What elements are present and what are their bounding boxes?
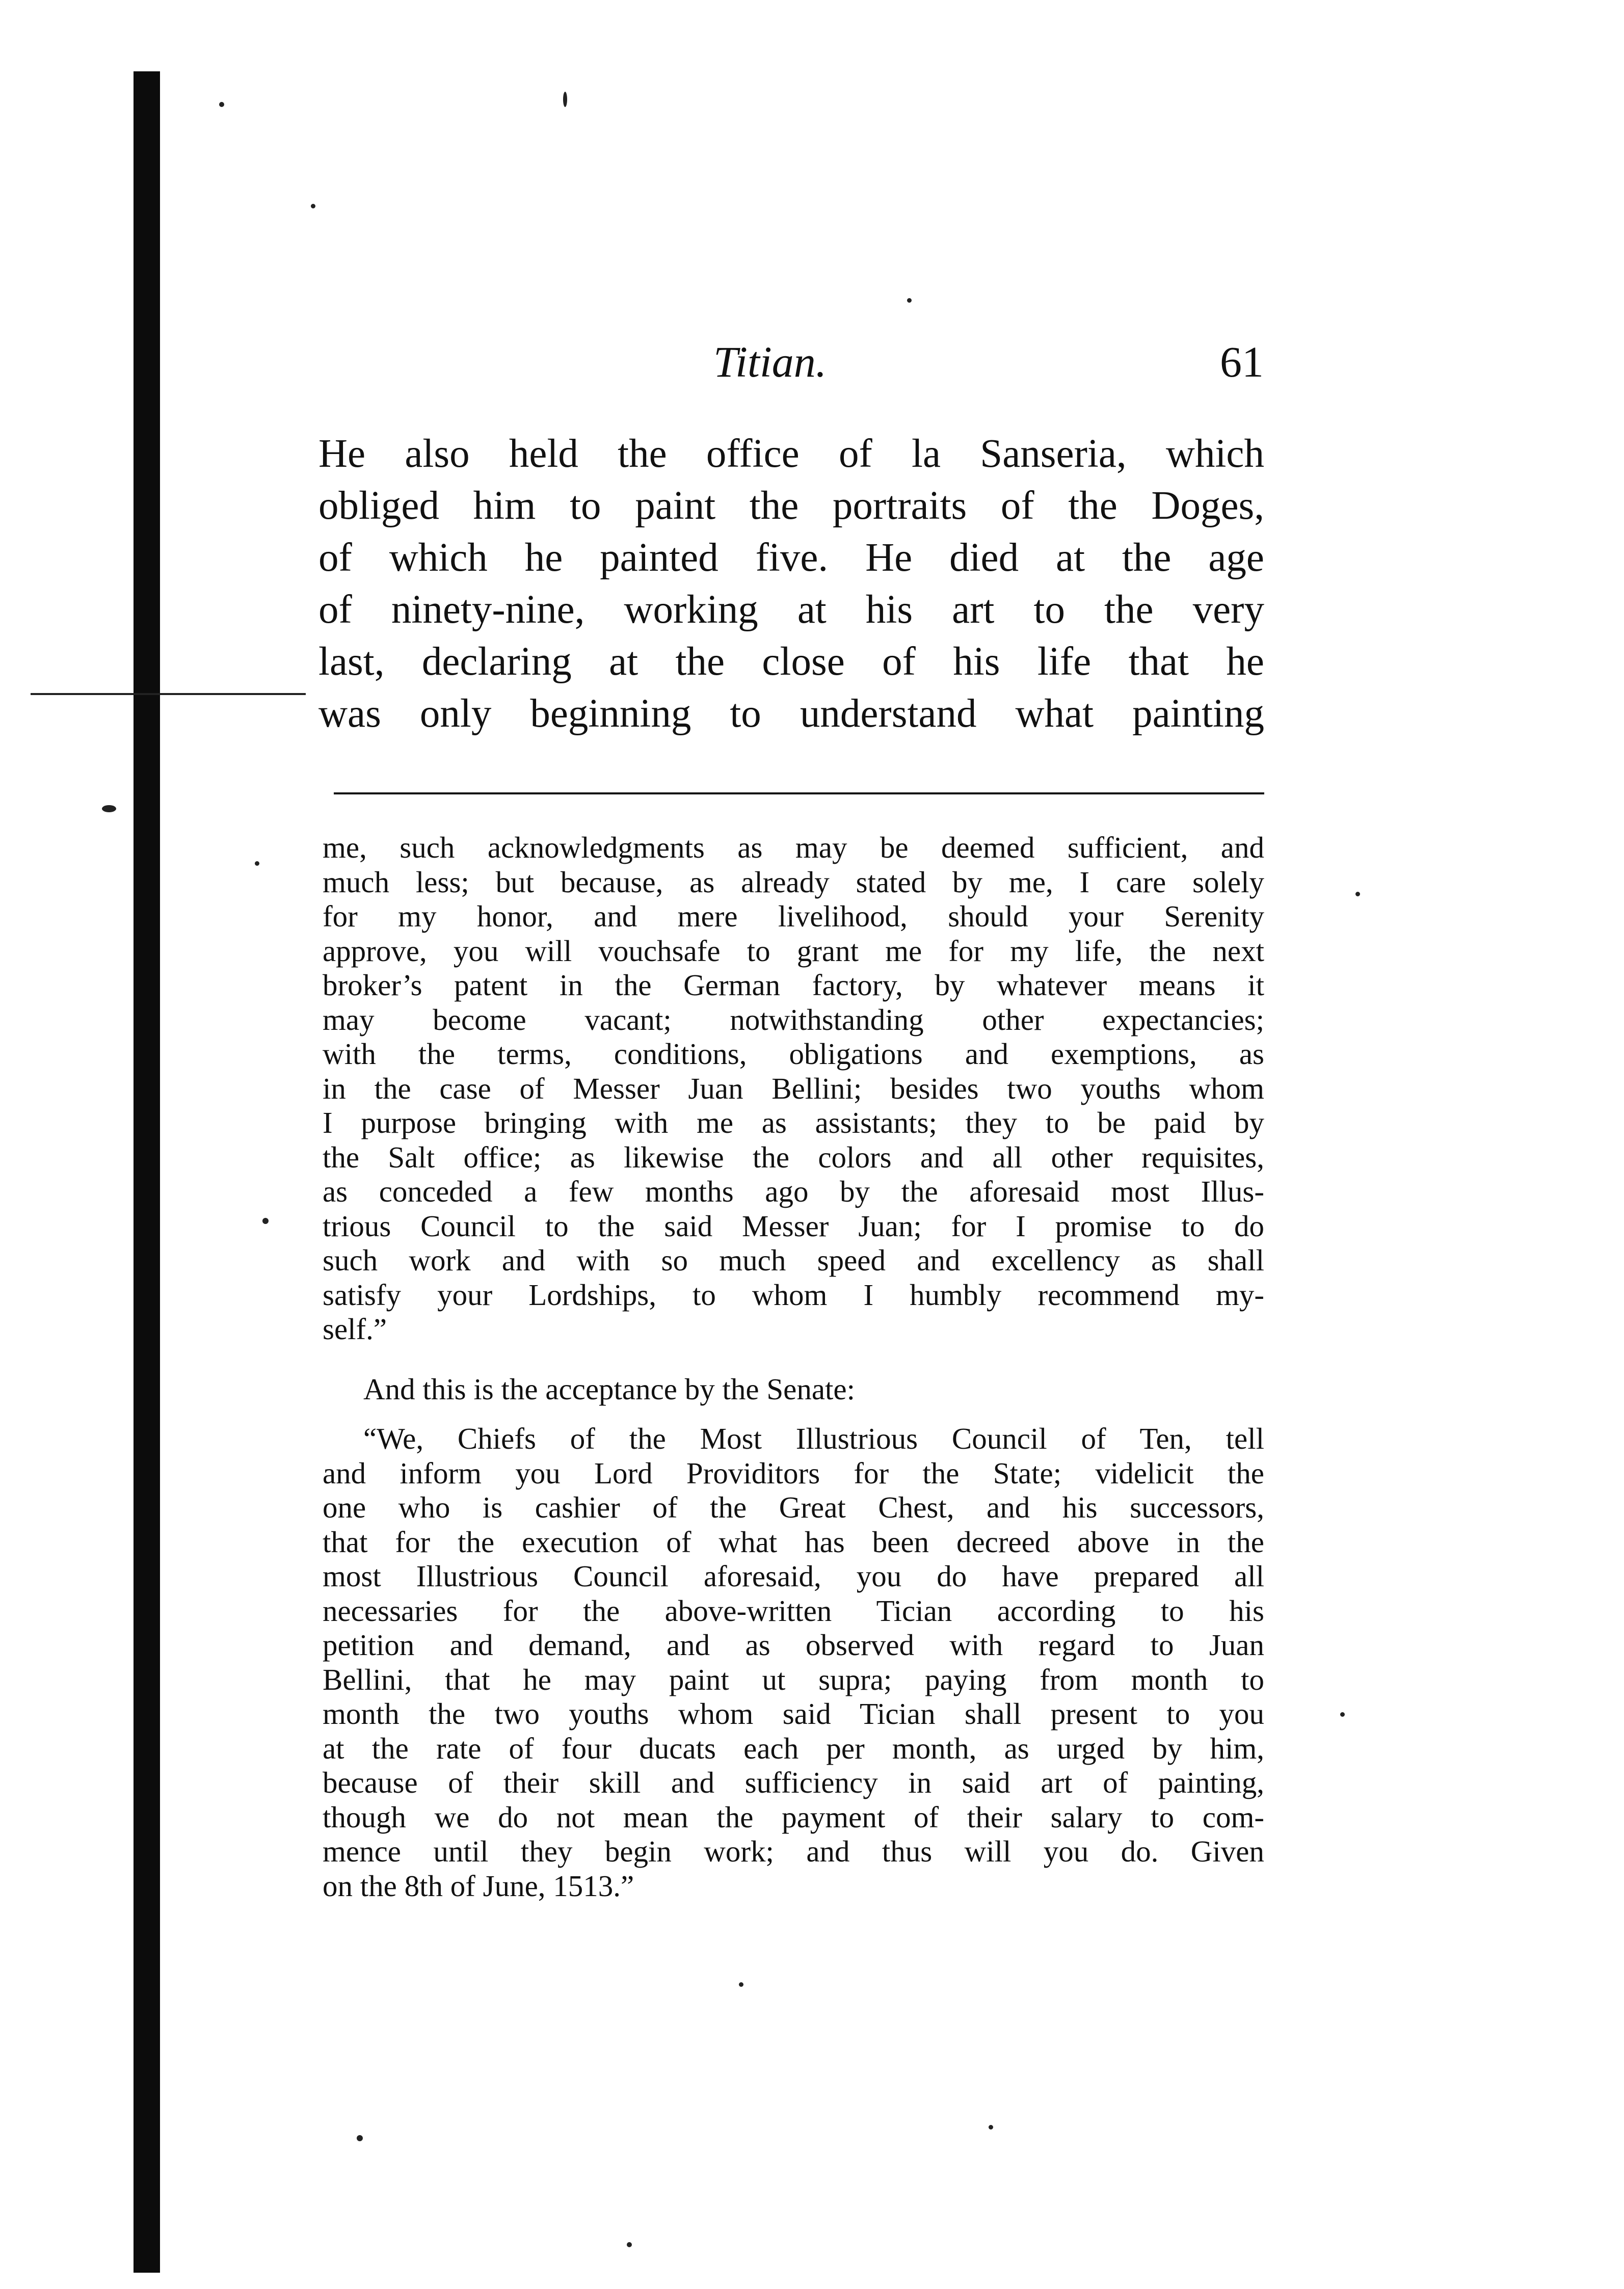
body-line: of which he painted five. He died at the age [318, 536, 1264, 580]
footnote-line: I purpose bringing with me as assistants; they to be paid by [323, 1106, 1264, 1139]
margin-pencil-mark [31, 693, 306, 695]
footnote-line: for my honor, and mere livelihood, should your Serenity [323, 899, 1264, 933]
ink-speck [255, 861, 259, 866]
decree-line: month the two youths whom said Tician shall present to you [323, 1697, 1264, 1731]
decree-line: mence until they begin work; and thus will you do. Given [323, 1834, 1264, 1868]
page-header [713, 331, 1264, 392]
footnote-block [323, 831, 1264, 1903]
decree-line: “We, Chiefs of the Most Illustrious Council of Ten, tell [363, 1422, 1264, 1455]
body-line: of ninety-nine, working at his art to the very [318, 588, 1264, 632]
ink-speck [1355, 892, 1360, 896]
decree-line: and inform you Lord Providitors for the State; videlicit the [323, 1456, 1264, 1490]
footnote-divider [334, 792, 1264, 794]
footnote-line: as conceded a few months ago by the aforesaid most Illus- [323, 1175, 1264, 1208]
ink-speck [989, 2125, 993, 2130]
ink-speck [627, 2242, 632, 2247]
footnote-line: such work and with so much speed and excellency as shall [323, 1243, 1264, 1277]
footnote-line: may become vacant; notwithstanding other expectancies; [323, 1002, 1264, 1036]
body-line: He also held the office of la Sanseria, which [318, 432, 1264, 476]
decree-line: most Illustrious Council aforesaid, you do have prepared all [323, 1559, 1264, 1593]
decree-line: Bellini, that he may paint ut supra; paying from month to [323, 1662, 1264, 1696]
footnote-line: me, such acknowledgments as may be deemed sufficient, and [323, 831, 1264, 864]
decree-line: petition and demand, and as observed with regard to Juan [323, 1628, 1264, 1662]
ink-speck [907, 298, 912, 303]
body-paragraph [318, 428, 1264, 740]
footnote-line: self.” [323, 1312, 387, 1346]
ink-speck [1340, 1712, 1345, 1717]
footnote-line: approve, you will vouchsafe to grant me for my life, the next [323, 934, 1264, 968]
decree-line: at the rate of four ducats each per month, as urged by him, [323, 1731, 1264, 1765]
decree-line: necessaries for the above-written Tician according to his [323, 1593, 1264, 1628]
decree-line: because of their skill and sufficiency in said art of painting, [323, 1766, 1264, 1799]
footnote-line: the Salt office; as likewise the colors and all other requisites, [323, 1140, 1264, 1174]
footnote-line: trious Council to the said Messer Juan; for I promise to do [323, 1209, 1264, 1243]
ink-speck [563, 92, 567, 107]
body-line: obliged him to paint the portraits of the Doges, [318, 484, 1264, 528]
ink-speck [357, 2135, 363, 2141]
body-line: was only beginning to understand what painting [318, 691, 1264, 736]
decree-line: though we do not mean the payment of their salary to com- [323, 1800, 1264, 1834]
footnote-line: satisfy your Lordships, to whom I humbly recommend my- [323, 1277, 1264, 1312]
footnote-line: with the terms, conditions, obligations and exemptions, as [323, 1037, 1264, 1071]
ink-speck [262, 1218, 269, 1224]
binding-edge-shadow [134, 71, 160, 2273]
ink-speck [311, 204, 315, 208]
ink-speck [739, 1982, 743, 1987]
body-line: last, declaring at the close of his life that he [318, 640, 1264, 684]
decree-line: on the 8th of June, 1513.” [323, 1869, 634, 1903]
running-title: Titian. [713, 337, 827, 386]
footnote-line: in the case of Messer Juan Bellini; besides two youths whom [323, 1071, 1264, 1105]
decree-line: that for the execution of what has been decreed above in the [323, 1525, 1264, 1559]
ink-speck [219, 102, 224, 107]
ink-speck [102, 805, 116, 812]
acceptance-intro: And this is the acceptance by the Senate: [363, 1372, 855, 1406]
decree-line: one who is cashier of the Great Chest, and his successors, [323, 1490, 1264, 1524]
page-number: 61 [1220, 337, 1264, 386]
footnote-line: broker’s patent in the German factory, by whatever means it [323, 968, 1264, 1002]
footnote-line: much less; but because, as already stated by me, I care solely [323, 865, 1264, 899]
